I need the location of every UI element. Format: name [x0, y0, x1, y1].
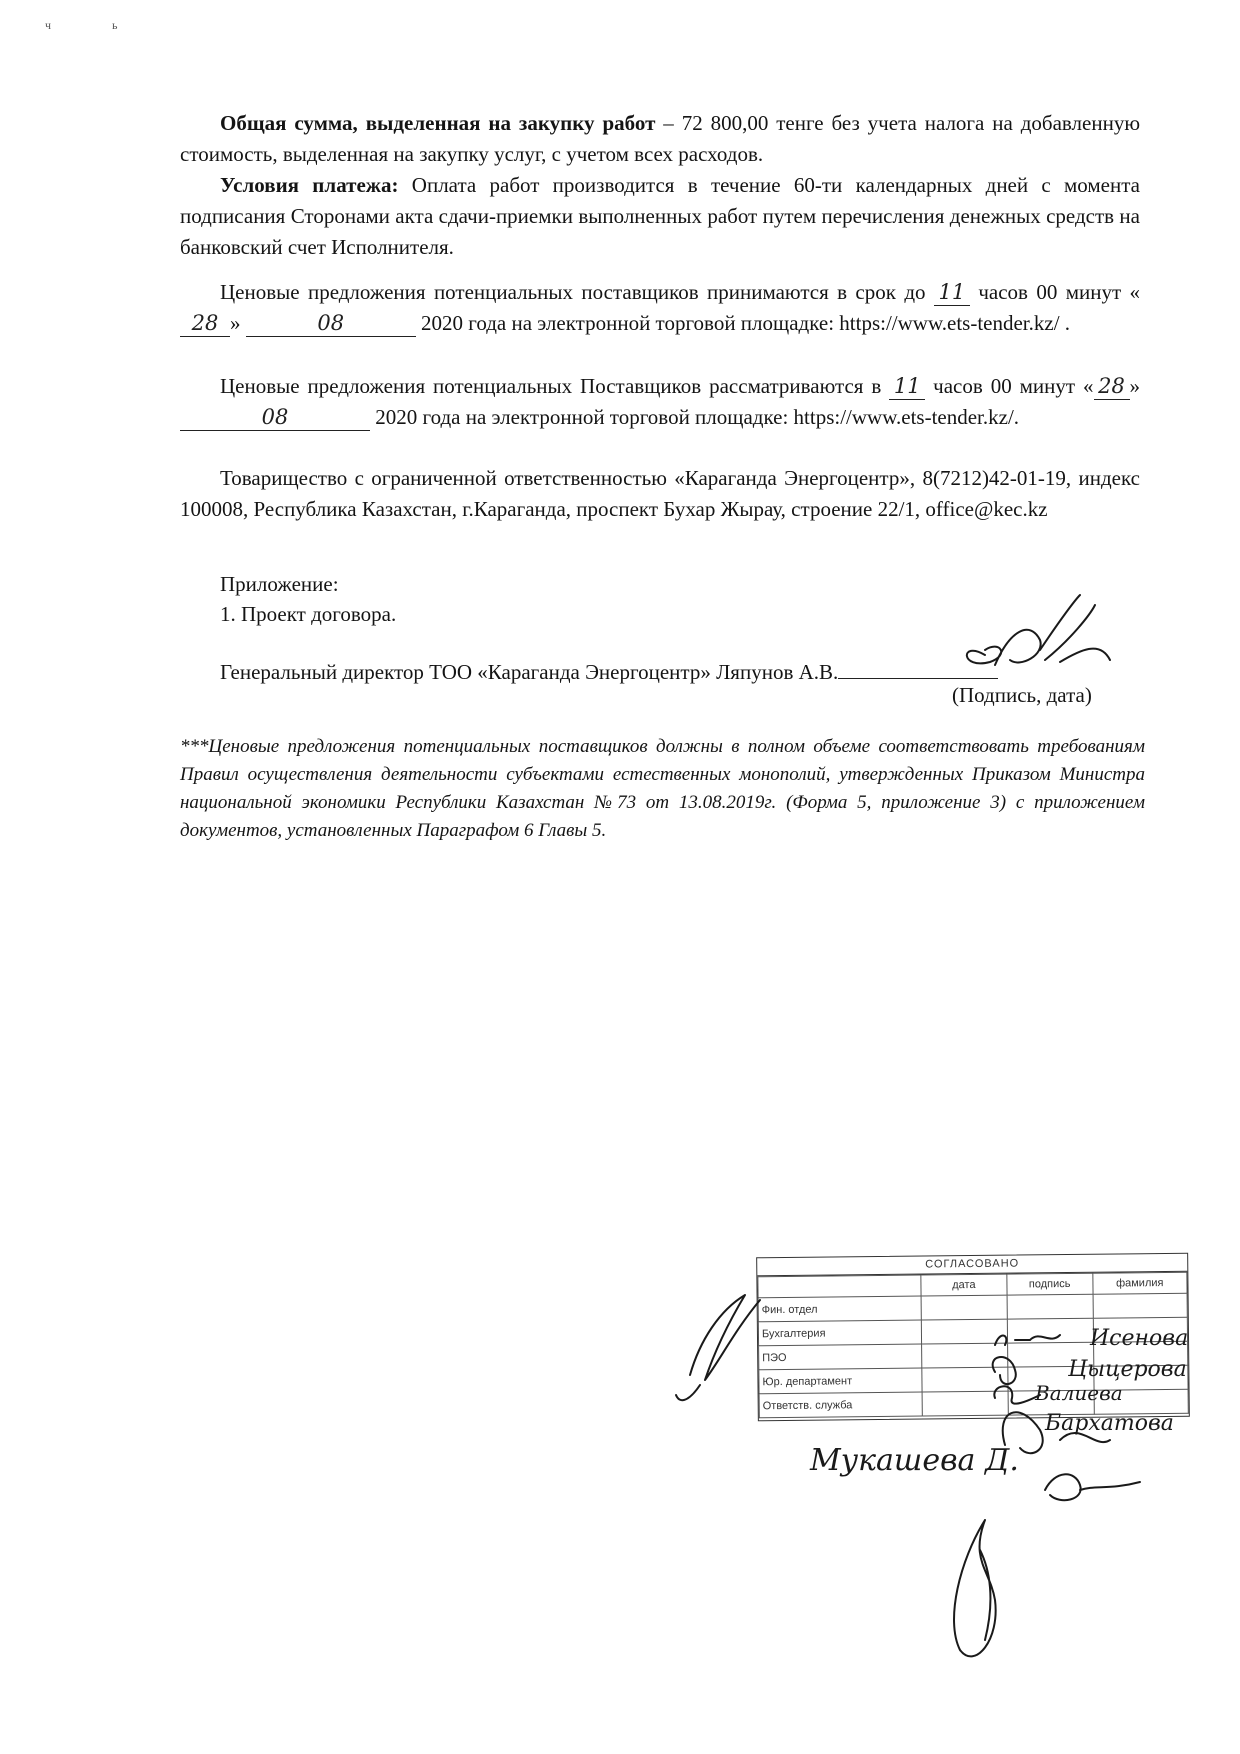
submission-text-d: 2020 года на электронной торговой площадке: https://www.ets-tender.kz/ .	[421, 311, 1071, 335]
approval-header-dept	[758, 1275, 921, 1298]
approval-dept: ПЭО	[759, 1344, 922, 1370]
approval-dept: Ответств. служба	[759, 1392, 922, 1418]
company-address-text: Товарищество с ограниченной ответственностью «Караганда Энергоцентр», 8(7212)42-01-19, индекс 100008, Республика Казахстан, г.Караганда, проспект Бухар Жырау, строение 22/1, office@kec.kz	[180, 466, 1140, 521]
handwritten-name-4: Бархатова	[1045, 1411, 1174, 1436]
handwritten-name-1: Исенова	[1090, 1326, 1189, 1351]
signature-caption: (Подпись, дата)	[952, 683, 1092, 707]
table-row	[759, 1389, 1188, 1417]
paragraph-payment-terms	[180, 170, 1140, 263]
review-text-c: »	[1129, 374, 1141, 398]
submission-text-a: Ценовые предложения потенциальных поставщиков принимаются в срок до	[220, 280, 926, 304]
approval-dept: Бухгалтерия	[758, 1320, 921, 1346]
approval-header-surname: фамилия	[1092, 1272, 1187, 1294]
director-text: Генеральный директор ТОО «Караганда Энергоцентр» Ляпунов А.В.	[220, 660, 839, 684]
review-text-d: 2020 года на электронной торговой площадке: https://www.ets-tender.kz/.	[375, 405, 1020, 429]
approval-header-signature: подпись	[1007, 1273, 1093, 1295]
paragraph-total-amount	[180, 108, 1140, 170]
review-text-b: часов 00 минут «	[933, 374, 1094, 398]
handwritten-name-3: Валиева	[1035, 1381, 1123, 1405]
paragraph-review-time	[180, 371, 1140, 433]
approval-table	[757, 1272, 1188, 1418]
review-month-handwritten: 08	[180, 404, 370, 431]
review-text-a: Ценовые предложения потенциальных Поставщиков рассматриваются в	[220, 374, 882, 398]
attachment-label: Приложение:	[220, 572, 339, 596]
director-signature	[967, 595, 1110, 665]
approval-stamp	[756, 1253, 1190, 1422]
side-signature	[676, 1295, 760, 1400]
submission-day-handwritten: 28	[180, 310, 230, 337]
review-hour-handwritten: 11	[889, 373, 925, 400]
approval-dept: Фин. отдел	[758, 1296, 921, 1322]
signature-line	[838, 656, 998, 679]
footnote: ***Ценовые предложения потенциальных поставщиков должны в полном объеме соответствовать требованиям Правил осуществления деятельности субъектами естественных монополий, утвержденных Приказом Министра национальной экономики Республики Казахстан №73 от 13.08.2019г. (Форма 5, приложение 3) с приложением документов, установленных Параграфом 6 Главы 5.	[180, 736, 1145, 841]
submission-month-handwritten: 08	[246, 310, 416, 337]
total-amount-label: Общая сумма, выделенная на закупку работ	[220, 111, 656, 135]
handwritten-name-5: Мукашева Д.	[810, 1443, 1019, 1478]
payment-terms-label: Условия платежа:	[220, 173, 399, 197]
large-initial	[954, 1520, 996, 1656]
director-line	[220, 656, 998, 688]
total-amount-text: – 72 800,00 тенге без учета налога на добавленную стоимость, выделенная на закупку услуг, с учетом всех расходов.	[180, 111, 1141, 166]
submission-hour-handwritten: 11	[934, 279, 970, 306]
approval-header-date: дата	[921, 1274, 1007, 1296]
corner-mark-right: ь	[112, 18, 118, 32]
approval-stamp-title: СОГЛАСОВАНО	[757, 1254, 1187, 1277]
review-day-handwritten: 28	[1094, 373, 1130, 400]
payment-terms-text: Оплата работ производится в течение 60-ти календарных дней с момента подписания Сторонами акта сдачи-приемки выполненных работ путем перечисления денежных средств на банковский счет Исполнителя.	[180, 173, 1140, 259]
submission-text-c: »	[230, 311, 241, 335]
attachment-item: 1. Проект договора.	[220, 602, 397, 626]
approval-dept: Юр. департамент	[759, 1368, 922, 1394]
submission-text-b: часов 00 минут «	[978, 280, 1141, 304]
paragraph-submission-deadline	[180, 277, 1140, 339]
handwritten-name-2: Цыцерова	[1068, 1357, 1187, 1382]
bottom-signature	[1045, 1474, 1140, 1500]
paragraph-company-address	[180, 463, 1140, 525]
corner-mark-left: ч	[45, 18, 52, 32]
